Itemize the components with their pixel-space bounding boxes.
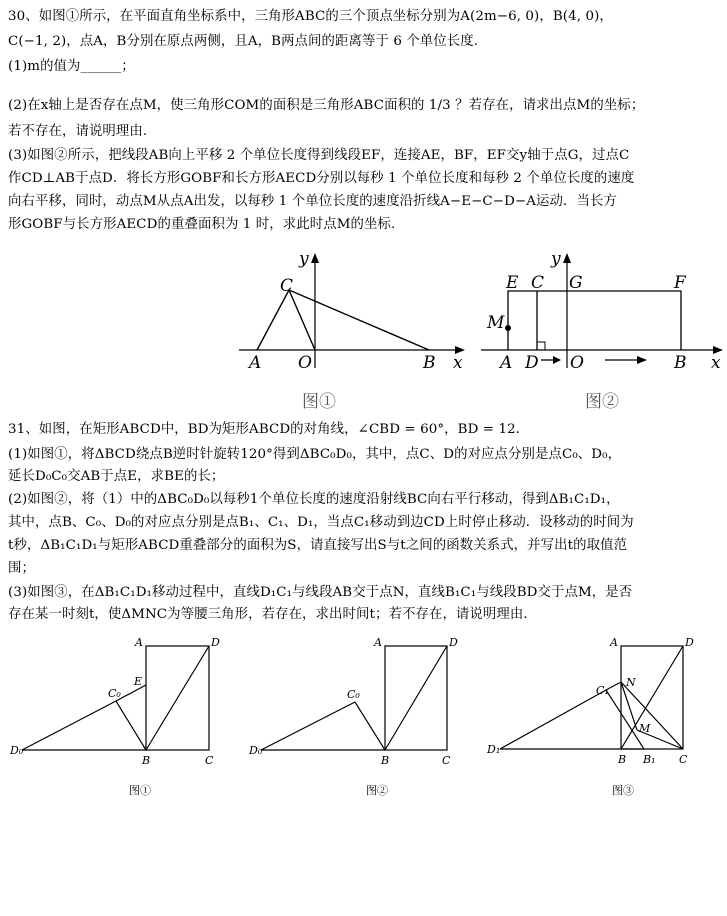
q30-line-8: 向右平移，同时，动点M从点A出发，以每秒 1 个单位长度的速度沿折线A−E−C−D−A运动．当长方	[8, 194, 617, 209]
label-d: D	[211, 636, 220, 649]
q30-line-9: 形GOBF与长方形AECD的重叠面积为 1 时，求此时点M的坐标.	[8, 217, 396, 232]
label-a: A	[135, 636, 143, 649]
label-c: C	[531, 273, 545, 293]
label-c1: C₁	[596, 684, 609, 697]
diagonal-bd	[146, 646, 209, 750]
label-b: B	[618, 753, 627, 766]
q31-line-2: (1)如图①，将ΔBCD绕点B逆时针旋转120°得到ΔBC₀D₀，其中，点C、D的对应点分别是点C₀、D₀，	[8, 447, 622, 462]
label-o: O	[570, 353, 584, 373]
rectangle-aebf	[508, 291, 681, 350]
triangle-bc0d0	[22, 701, 146, 750]
q30-figure-1	[235, 248, 470, 373]
label-d0: D₀	[10, 744, 24, 757]
label-c: C	[442, 754, 451, 767]
label-y: y	[299, 249, 309, 269]
q31-figure-2-caption: 图②	[366, 784, 388, 797]
label-o: O	[298, 353, 312, 373]
label-a: A	[249, 353, 262, 373]
q31-line-5: 其中，点B、C₀、D₀的对应点分别是点B₁、C₁、D₁，当点C₁移动到边CD上时停止移动．设移动的时间为	[8, 515, 634, 530]
q31-figure-1	[6, 632, 231, 772]
q31-figure-2	[245, 632, 465, 772]
label-d: D	[449, 636, 458, 649]
label-n: N	[626, 676, 636, 689]
label-d: D	[685, 636, 694, 649]
q30-line-3: (1)m的值为______；	[8, 59, 135, 74]
label-a: A	[374, 636, 382, 649]
label-f: F	[674, 273, 686, 293]
q30-figure-1-caption: 图①	[302, 392, 336, 412]
q30-line-6: (3)如图②所示，把线段AB向上平移 2 个单位长度得到线段EF，连接AE，BF，EF交y轴于点G，过点C	[8, 148, 630, 163]
q30-line-1: 30、如图①所示，在平面直角坐标系中，三角形ABC的三个顶点坐标分别为A(2m−6, 0)，B(4, 0)，	[8, 9, 613, 24]
label-e: E	[506, 273, 519, 293]
diagonal-bd	[621, 646, 683, 749]
point-m	[505, 325, 511, 331]
q31-figure-3	[484, 632, 709, 772]
q31-line-3: 延长D₀C₀交AB于点E，求BE的长；	[8, 469, 225, 484]
q31-figure-3-caption: 图③	[612, 784, 634, 797]
label-b: B	[423, 353, 436, 373]
label-b1: B₁	[643, 753, 656, 766]
q30-line-7: 作CD⊥AB于点D．将长方形GOBF和长方形AECD分别以每秒 1 个单位长度和每秒 2 个单位长度的速度	[8, 171, 635, 186]
right-angle-mark	[537, 342, 545, 350]
segment-nm	[621, 682, 637, 730]
label-b: B	[381, 754, 390, 767]
triangle-b1c1d1	[500, 690, 644, 749]
diagonal-bd	[385, 646, 447, 750]
label-x: x	[453, 353, 463, 373]
label-c: C	[280, 276, 294, 296]
label-d: D	[525, 353, 539, 373]
q30-line-4: (2)在x轴上是否存在点M，使三角形COM的面积是三角形ABC面积的 1/3 ？若存在，请求出点M的坐标；	[8, 98, 645, 113]
label-b: B	[674, 353, 687, 373]
label-d1: D₁	[487, 743, 501, 756]
label-b: B	[142, 754, 151, 767]
label-g: G	[569, 273, 583, 293]
q30-figure-2-caption: 图②	[585, 392, 619, 412]
triangle-bc0d0	[261, 702, 385, 750]
label-c0: C₀	[108, 687, 121, 700]
y-axis-arrow	[563, 253, 571, 263]
y-axis-arrow	[311, 253, 319, 263]
label-c0: C₀	[347, 688, 360, 701]
q31-line-7: 围；	[8, 561, 35, 576]
q31-line-1: 31、如图，在矩形ABCD中，BD为矩形ABCD的对角线，∠CBD = 60°，BD = 12．	[8, 422, 530, 437]
label-a: A	[500, 353, 513, 373]
move-arrow-right-head	[637, 356, 647, 364]
label-a: A	[610, 636, 618, 649]
label-y: y	[551, 249, 561, 269]
label-d0: D₀	[249, 744, 263, 757]
q30-line-5: 若不存在，请说明理由.	[8, 124, 148, 139]
q31-line-8: (3)如图③，在ΔB₁C₁D₁移动过程中，直线D₁C₁与线段AB交于点N，直线B₁C₁与线段BD交于点M，是否	[8, 585, 633, 600]
label-x: x	[711, 353, 721, 373]
q31-figure-1-caption: 图①	[129, 784, 151, 797]
label-c: C	[205, 754, 214, 767]
move-arrow-left-head	[553, 356, 561, 364]
label-e: E	[134, 675, 143, 688]
q31-line-4: (2)如图②，将（1）中的ΔBC₀D₀以每秒1个单位长度的速度沿射线BC向右平行移动，得到ΔB₁C₁D₁，	[8, 492, 620, 507]
q31-line-9: 存在某一时刻t，使ΔMNC为等腰三角形，若存在，求出时间t；若不存在，请说明理由．	[8, 607, 537, 622]
triangle-abc	[257, 290, 429, 350]
segment-nc	[621, 682, 683, 749]
label-c: C	[679, 753, 688, 766]
label-m: M	[639, 722, 651, 735]
q30-figure-2	[477, 248, 727, 373]
label-m: M	[487, 313, 505, 333]
q30-line-2: C(−1, 2)，点A，B分别在原点两侧，且A，B两点间的距离等于 6 个单位长度.	[8, 34, 479, 49]
q31-line-6: t秒，ΔB₁C₁D₁与矩形ABCD重叠部分的面积为S，请直接写出S与t之间的函数关系式，并写出t的取值范	[8, 538, 628, 553]
